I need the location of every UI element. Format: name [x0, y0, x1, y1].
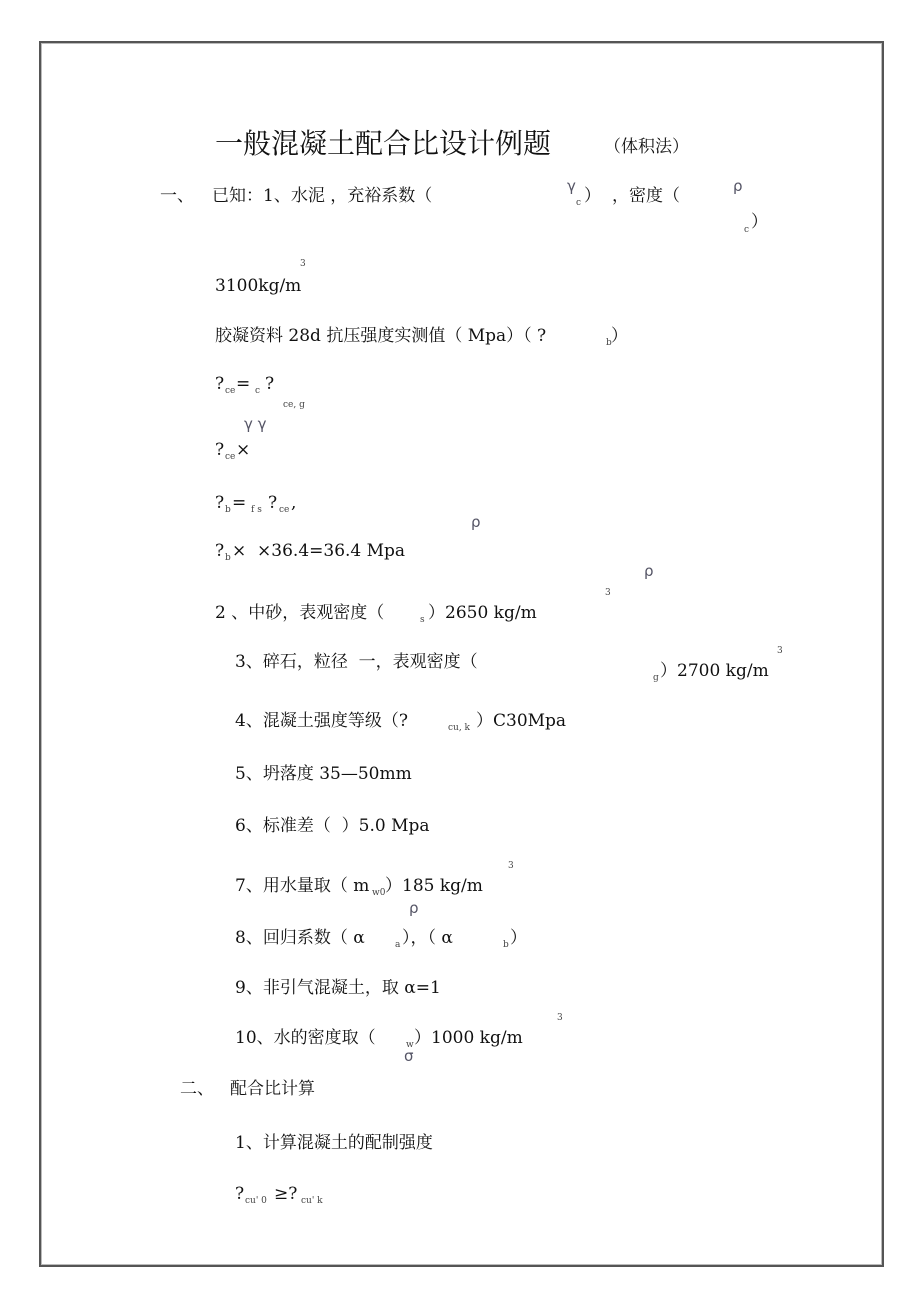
item-sand: 2 、中砂，表观密度（	[215, 603, 385, 623]
superscript: 3	[777, 646, 783, 656]
grade-value: ）C30Mpa	[476, 711, 567, 731]
subscript: cu' k	[301, 1196, 323, 1206]
formula-fb: ?	[215, 493, 225, 513]
step1-heading: 1、计算混凝土的配制强度	[235, 1133, 433, 1153]
formula-fcu0: ?	[235, 1184, 245, 1204]
paren: ）	[584, 186, 601, 206]
item-water: 7、用水量取（ m	[235, 876, 370, 896]
gamma-symbol: γ	[567, 177, 576, 195]
subscript: ce	[225, 386, 236, 396]
subscript: cu' 0	[245, 1196, 267, 1206]
item-water-density: 10、水的密度取（	[235, 1028, 376, 1048]
superscript: 3	[605, 588, 611, 598]
subscript: c	[744, 225, 750, 235]
subscript: w0	[372, 888, 386, 898]
subscript: b	[225, 553, 231, 563]
water-density-value: ）1000 kg/m	[414, 1028, 523, 1048]
superscript: 3	[300, 259, 306, 269]
item-std-dev: 6、标准差（ ）5.0 Mpa	[235, 816, 430, 836]
rho-symbol: ρ	[644, 562, 654, 580]
cement-density: 3100kg/m	[215, 276, 302, 296]
subscript: g	[653, 673, 659, 683]
section2-heading: 配合比计算	[230, 1079, 315, 1099]
title-suffix: （体积法）	[604, 137, 689, 157]
result: × ×36.4=36.4 Mpa	[232, 541, 406, 561]
density-label: ，密度（	[612, 186, 680, 206]
rho-symbol: ρ	[471, 513, 481, 531]
formula-fce-times: ?	[215, 440, 225, 460]
superscript: 3	[508, 861, 514, 871]
times: ×	[236, 440, 251, 460]
comma: ,	[291, 493, 297, 513]
subscript: b	[503, 940, 509, 950]
paren: ）	[510, 928, 527, 948]
document-title: 一般混凝土配合比设计例题	[215, 127, 552, 160]
equals: =	[236, 374, 251, 394]
subscript: ce, g	[283, 400, 305, 410]
subscript: c	[576, 198, 582, 208]
regression-part: ），（ α	[402, 928, 453, 948]
subscript: b	[225, 505, 231, 515]
subscript: w	[406, 1040, 414, 1050]
subscript: a	[395, 940, 401, 950]
item-strength-grade: 4、混凝土强度等级（?	[235, 711, 408, 731]
sigma-symbol: σ	[404, 1047, 414, 1065]
equals: =	[232, 493, 247, 513]
item-air: 9、非引气混凝土，取 α=1	[235, 978, 441, 998]
rho-symbol: ρ	[409, 899, 419, 917]
given-line1: 已知：1、水泥 ，充裕系数（	[212, 186, 433, 206]
subscript: c	[255, 386, 261, 396]
paren: ）	[611, 326, 628, 346]
formula-fce: ?	[215, 374, 225, 394]
subscript: b	[606, 338, 612, 348]
item-slump: 5、坍落度 35—50mm	[235, 764, 412, 784]
sand-density: ）2650 kg/m	[428, 603, 537, 623]
subscript: cu, k	[448, 723, 471, 733]
geq: ≥?	[274, 1184, 298, 1204]
superscript: 3	[557, 1013, 563, 1023]
gravel-density: ）2700 kg/m	[660, 661, 769, 681]
gamma-symbols: γ γ	[244, 415, 267, 433]
subscript: ce	[225, 452, 236, 462]
paren: ）	[751, 212, 768, 232]
item-gravel: 3、碎石，粒径 一，表观密度（	[235, 652, 478, 672]
formula-fb-result: ?	[215, 541, 225, 561]
subscript: f s	[251, 505, 262, 515]
formula-part: ?	[265, 374, 275, 394]
subscript: s	[420, 615, 425, 625]
binder-strength-line: 胶凝资料 28d 抗压强度实测值（ Mpa）（ ?	[215, 326, 547, 346]
subscript: ce	[279, 505, 290, 515]
section1-number: 一、	[160, 186, 194, 206]
item-regression: 8、回归系数（ α	[235, 928, 365, 948]
formula-part: ?	[268, 493, 278, 513]
water-amount: ）185 kg/m	[385, 876, 483, 896]
section2-number: 二、	[180, 1079, 214, 1099]
rho-symbol: ρ	[733, 177, 743, 195]
